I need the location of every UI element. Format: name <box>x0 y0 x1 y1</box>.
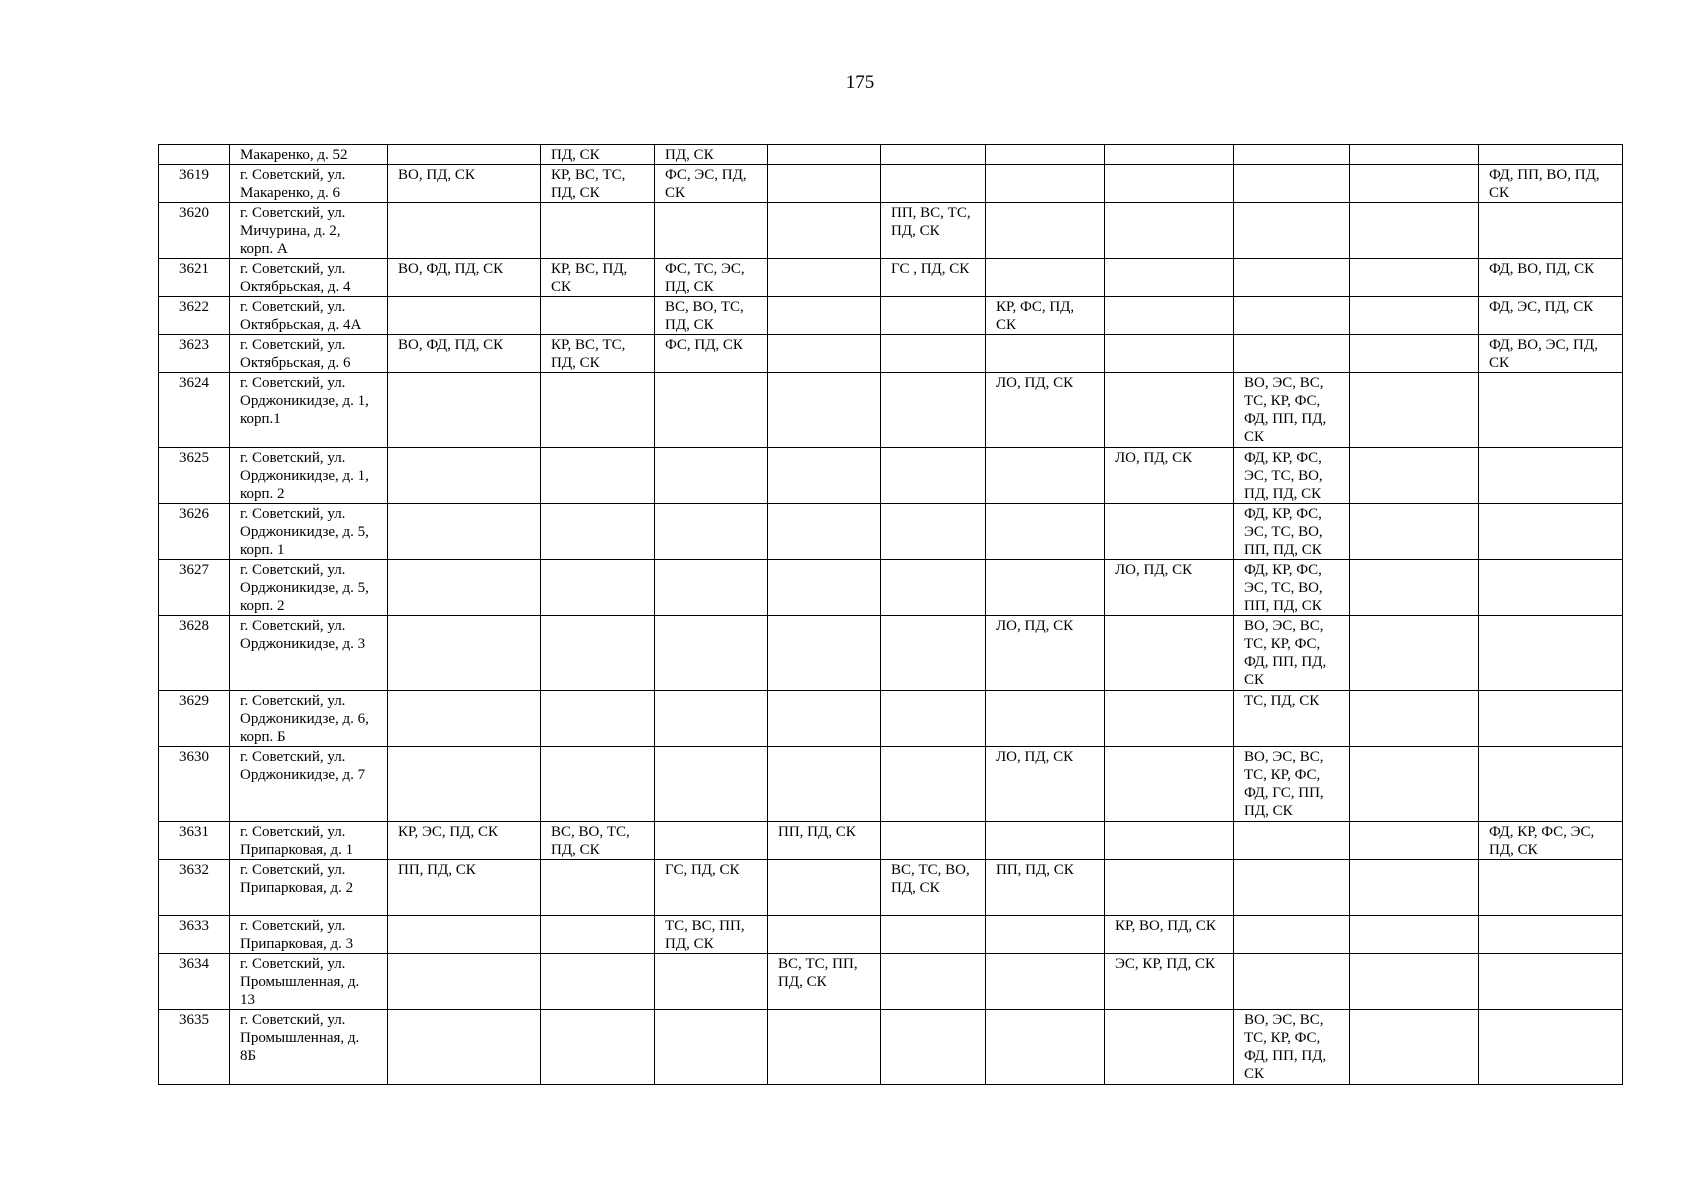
row-number-cell <box>159 145 230 165</box>
value-cell <box>655 448 768 504</box>
value-cell <box>655 954 768 1010</box>
address-cell: г. Советский, ул. Припарковая, д. 1 <box>230 822 388 860</box>
value-cell <box>1350 916 1479 954</box>
value-cell <box>881 747 986 822</box>
value-cell <box>388 203 541 259</box>
table-row <box>159 203 1623 259</box>
table-row <box>159 145 1623 165</box>
value-cell: ВО, ЭС, ВС, ТС, КР, ФС, ФД, ПП, ПД, СК <box>1234 373 1350 448</box>
value-cell <box>1350 335 1479 373</box>
value-cell <box>388 560 541 616</box>
value-cell <box>1105 747 1234 822</box>
row-number-cell: 3620 <box>159 203 230 259</box>
value-cell <box>768 616 881 691</box>
table-row <box>159 691 1623 747</box>
value-cell: ВО, ЭС, ВС, ТС, КР, ФС, ФД, ПП, ПД, СК <box>1234 1010 1350 1085</box>
value-cell <box>1234 822 1350 860</box>
table-row <box>159 335 1623 373</box>
value-cell <box>1234 916 1350 954</box>
value-cell: ГС , ПД, СК <box>881 259 986 297</box>
value-cell <box>1105 259 1234 297</box>
value-cell <box>768 373 881 448</box>
value-cell: ФС, ПД, СК <box>655 335 768 373</box>
value-cell <box>768 747 881 822</box>
value-cell <box>541 203 655 259</box>
value-cell <box>1105 165 1234 203</box>
value-cell <box>1479 560 1623 616</box>
value-cell <box>541 954 655 1010</box>
address-cell: г. Советский, ул. Орджоникидзе, д. 7 <box>230 747 388 822</box>
value-cell <box>1105 616 1234 691</box>
value-cell <box>1479 691 1623 747</box>
value-cell <box>1105 504 1234 560</box>
table-row <box>159 616 1623 691</box>
value-cell <box>1479 504 1623 560</box>
value-cell <box>388 747 541 822</box>
value-cell <box>768 1010 881 1085</box>
value-cell: ВС, ВО, ТС, ПД, СК <box>541 822 655 860</box>
value-cell <box>1350 560 1479 616</box>
value-cell <box>1234 335 1350 373</box>
value-cell <box>1234 297 1350 335</box>
value-cell: ФД, ВО, ЭС, ПД, СК <box>1479 335 1623 373</box>
value-cell <box>1105 822 1234 860</box>
value-cell <box>1479 747 1623 822</box>
table-row <box>159 1010 1623 1085</box>
row-number-cell: 3626 <box>159 504 230 560</box>
value-cell <box>655 747 768 822</box>
value-cell <box>881 616 986 691</box>
value-cell <box>655 691 768 747</box>
value-cell: КР, ВС, ТС, ПД, СК <box>541 165 655 203</box>
value-cell <box>986 560 1105 616</box>
value-cell: ВО, ФД, ПД, СК <box>388 335 541 373</box>
value-cell <box>1105 691 1234 747</box>
value-cell <box>655 560 768 616</box>
value-cell <box>986 259 1105 297</box>
value-cell: ЛО, ПД, СК <box>986 373 1105 448</box>
value-cell: ФД, ЭС, ПД, СК <box>1479 297 1623 335</box>
value-cell: ФД, КР, ФС, ЭС, ТС, ВО, ПД, ПД, СК <box>1234 448 1350 504</box>
value-cell <box>655 504 768 560</box>
value-cell <box>1350 297 1479 335</box>
value-cell <box>768 165 881 203</box>
value-cell <box>768 145 881 165</box>
value-cell <box>388 616 541 691</box>
row-number-cell: 3621 <box>159 259 230 297</box>
value-cell <box>1479 373 1623 448</box>
value-cell <box>541 1010 655 1085</box>
value-cell <box>1350 691 1479 747</box>
row-number-cell: 3629 <box>159 691 230 747</box>
address-cell: г. Советский, ул. Припарковая, д. 2 <box>230 860 388 916</box>
value-cell: ПП, ПД, СК <box>388 860 541 916</box>
value-cell: ЭС, КР, ПД, СК <box>1105 954 1234 1010</box>
table-row <box>159 448 1623 504</box>
table-row <box>159 560 1623 616</box>
value-cell: КР, ВС, ТС, ПД, СК <box>541 335 655 373</box>
value-cell <box>541 616 655 691</box>
value-cell <box>541 747 655 822</box>
value-cell <box>1479 616 1623 691</box>
value-cell <box>541 691 655 747</box>
value-cell <box>768 691 881 747</box>
value-cell: ТС, ВС, ПП, ПД, СК <box>655 916 768 954</box>
value-cell <box>768 297 881 335</box>
value-cell <box>1350 747 1479 822</box>
table-body <box>159 145 1623 1085</box>
table-row <box>159 373 1623 448</box>
value-cell <box>768 916 881 954</box>
address-cell: г. Советский, ул. Мичурина, д. 2, корп. А <box>230 203 388 259</box>
value-cell <box>1105 1010 1234 1085</box>
address-cell: г. Советский, ул. Орджоникидзе, д. 1, корп. 2 <box>230 448 388 504</box>
value-cell: ВС, ВО, ТС, ПД, СК <box>655 297 768 335</box>
value-cell <box>881 1010 986 1085</box>
value-cell <box>1234 145 1350 165</box>
value-cell <box>1479 860 1623 916</box>
value-cell: ФС, ЭС, ПД, СК <box>655 165 768 203</box>
value-cell <box>1105 203 1234 259</box>
value-cell: КР, ВС, ПД, СК <box>541 259 655 297</box>
value-cell: ПП, ПД, СК <box>986 860 1105 916</box>
value-cell <box>881 954 986 1010</box>
value-cell: ВО, ЭС, ВС, ТС, КР, ФС, ФД, ГС, ПП, ПД, СК <box>1234 747 1350 822</box>
value-cell: ФД, КР, ФС, ЭС, ПД, СК <box>1479 822 1623 860</box>
value-cell: ФД, КР, ФС, ЭС, ТС, ВО, ПП, ПД, СК <box>1234 560 1350 616</box>
value-cell <box>1350 259 1479 297</box>
row-number-cell: 3624 <box>159 373 230 448</box>
value-cell: ПП, ПД, СК <box>768 822 881 860</box>
address-cell: г. Советский, ул. Октябрьская, д. 6 <box>230 335 388 373</box>
table-row <box>159 747 1623 822</box>
value-cell: ФД, КР, ФС, ЭС, ТС, ВО, ПП, ПД, СК <box>1234 504 1350 560</box>
value-cell <box>1479 916 1623 954</box>
address-cell: г. Советский, ул. Промышленная, д. 13 <box>230 954 388 1010</box>
value-cell <box>1105 145 1234 165</box>
address-cell: г. Советский, ул. Припарковая, д. 3 <box>230 916 388 954</box>
value-cell <box>881 822 986 860</box>
value-cell: ФД, ВО, ПД, СК <box>1479 259 1623 297</box>
address-cell: г. Советский, ул. Промышленная, д. 8Б <box>230 1010 388 1085</box>
value-cell <box>881 165 986 203</box>
value-cell <box>388 145 541 165</box>
table-row <box>159 860 1623 916</box>
address-cell: г. Советский, ул. Октябрьская, д. 4А <box>230 297 388 335</box>
value-cell <box>655 203 768 259</box>
value-cell: КР, ЭС, ПД, СК <box>388 822 541 860</box>
value-cell <box>1350 860 1479 916</box>
value-cell <box>1350 448 1479 504</box>
table-row <box>159 504 1623 560</box>
value-cell <box>388 504 541 560</box>
table-row <box>159 297 1623 335</box>
value-cell: ВС, ТС, ВО, ПД, СК <box>881 860 986 916</box>
value-cell <box>881 504 986 560</box>
table-row <box>159 165 1623 203</box>
value-cell <box>986 448 1105 504</box>
value-cell <box>768 259 881 297</box>
row-number-cell: 3632 <box>159 860 230 916</box>
value-cell <box>1350 1010 1479 1085</box>
row-number-cell: 3619 <box>159 165 230 203</box>
value-cell <box>541 297 655 335</box>
value-cell <box>655 822 768 860</box>
value-cell: КР, ВО, ПД, СК <box>1105 916 1234 954</box>
table-row <box>159 259 1623 297</box>
value-cell <box>388 297 541 335</box>
value-cell <box>655 373 768 448</box>
value-cell: ЛО, ПД, СК <box>1105 560 1234 616</box>
table-row <box>159 916 1623 954</box>
value-cell: ЛО, ПД, СК <box>986 616 1105 691</box>
value-cell <box>1350 822 1479 860</box>
value-cell: ВО, ФД, ПД, СК <box>388 259 541 297</box>
row-number-cell: 3627 <box>159 560 230 616</box>
address-cell: г. Советский, ул. Орджоникидзе, д. 5, корп. 1 <box>230 504 388 560</box>
value-cell <box>388 954 541 1010</box>
row-number-cell: 3628 <box>159 616 230 691</box>
value-cell <box>768 560 881 616</box>
value-cell <box>1479 1010 1623 1085</box>
value-cell <box>1350 504 1479 560</box>
value-cell <box>881 916 986 954</box>
row-number-cell: 3625 <box>159 448 230 504</box>
value-cell <box>986 165 1105 203</box>
value-cell <box>986 822 1105 860</box>
value-cell <box>768 335 881 373</box>
value-cell <box>1105 860 1234 916</box>
value-cell <box>655 1010 768 1085</box>
value-cell <box>986 203 1105 259</box>
address-cell: г. Советский, ул. Орджоникидзе, д. 3 <box>230 616 388 691</box>
value-cell: ФД, ПП, ВО, ПД, СК <box>1479 165 1623 203</box>
value-cell <box>1479 203 1623 259</box>
address-cell: г. Советский, ул. Орджоникидзе, д. 1, корп.1 <box>230 373 388 448</box>
value-cell <box>1350 954 1479 1010</box>
value-cell <box>1350 203 1479 259</box>
row-number-cell: 3631 <box>159 822 230 860</box>
value-cell: ВО, ПД, СК <box>388 165 541 203</box>
row-number-cell: 3622 <box>159 297 230 335</box>
value-cell <box>388 448 541 504</box>
value-cell: ФС, ТС, ЭС, ПД, СК <box>655 259 768 297</box>
value-cell <box>1350 373 1479 448</box>
value-cell: ГС, ПД, СК <box>655 860 768 916</box>
value-cell: ПД, СК <box>655 145 768 165</box>
address-cell: г. Советский, ул. Орджоникидзе, д. 5, корп. 2 <box>230 560 388 616</box>
row-number-cell: 3630 <box>159 747 230 822</box>
value-cell <box>1479 145 1623 165</box>
value-cell <box>986 691 1105 747</box>
address-cell: г. Советский, ул. Орджоникидзе, д. 6, корп. Б <box>230 691 388 747</box>
data-table <box>158 144 1623 1085</box>
address-cell: г. Советский, ул. Октябрьская, д. 4 <box>230 259 388 297</box>
value-cell <box>881 297 986 335</box>
row-number-cell: 3634 <box>159 954 230 1010</box>
value-cell: ЛО, ПД, СК <box>986 747 1105 822</box>
value-cell <box>881 448 986 504</box>
value-cell <box>768 203 881 259</box>
value-cell: ТС, ПД, СК <box>1234 691 1350 747</box>
value-cell <box>1479 448 1623 504</box>
value-cell <box>388 916 541 954</box>
value-cell <box>986 335 1105 373</box>
value-cell <box>1234 165 1350 203</box>
value-cell <box>1350 165 1479 203</box>
value-cell <box>986 916 1105 954</box>
value-cell <box>388 373 541 448</box>
row-number-cell: 3635 <box>159 1010 230 1085</box>
value-cell <box>881 560 986 616</box>
address-cell: г. Советский, ул. Макаренко, д. 6 <box>230 165 388 203</box>
page-number: 175 <box>845 72 875 93</box>
value-cell <box>1234 860 1350 916</box>
value-cell <box>1105 297 1234 335</box>
value-cell <box>1234 203 1350 259</box>
value-cell <box>541 504 655 560</box>
value-cell <box>1234 954 1350 1010</box>
value-cell <box>541 860 655 916</box>
value-cell: КР, ФС, ПД, СК <box>986 297 1105 335</box>
value-cell <box>1350 616 1479 691</box>
value-cell <box>1234 259 1350 297</box>
row-number-cell: 3623 <box>159 335 230 373</box>
value-cell: ВС, ТС, ПП, ПД, СК <box>768 954 881 1010</box>
value-cell <box>541 373 655 448</box>
value-cell <box>541 448 655 504</box>
value-cell <box>986 145 1105 165</box>
value-cell: ЛО, ПД, СК <box>1105 448 1234 504</box>
value-cell <box>768 504 881 560</box>
value-cell <box>881 691 986 747</box>
value-cell: ПД, СК <box>541 145 655 165</box>
value-cell <box>986 954 1105 1010</box>
value-cell <box>1350 145 1479 165</box>
value-cell <box>986 1010 1105 1085</box>
value-cell: ПП, ВС, ТС, ПД, СК <box>881 203 986 259</box>
value-cell <box>655 616 768 691</box>
value-cell <box>881 373 986 448</box>
value-cell <box>986 504 1105 560</box>
value-cell <box>768 448 881 504</box>
value-cell <box>881 145 986 165</box>
address-cell: Макаренко, д. 52 <box>230 145 388 165</box>
value-cell <box>1105 373 1234 448</box>
value-cell <box>1105 335 1234 373</box>
table-row <box>159 822 1623 860</box>
value-cell: ВО, ЭС, ВС, ТС, КР, ФС, ФД, ПП, ПД, СК <box>1234 616 1350 691</box>
table-row <box>159 954 1623 1010</box>
value-cell <box>881 335 986 373</box>
value-cell <box>388 691 541 747</box>
value-cell <box>541 916 655 954</box>
row-number-cell: 3633 <box>159 916 230 954</box>
value-cell <box>768 860 881 916</box>
value-cell <box>541 560 655 616</box>
value-cell <box>1479 954 1623 1010</box>
value-cell <box>388 1010 541 1085</box>
